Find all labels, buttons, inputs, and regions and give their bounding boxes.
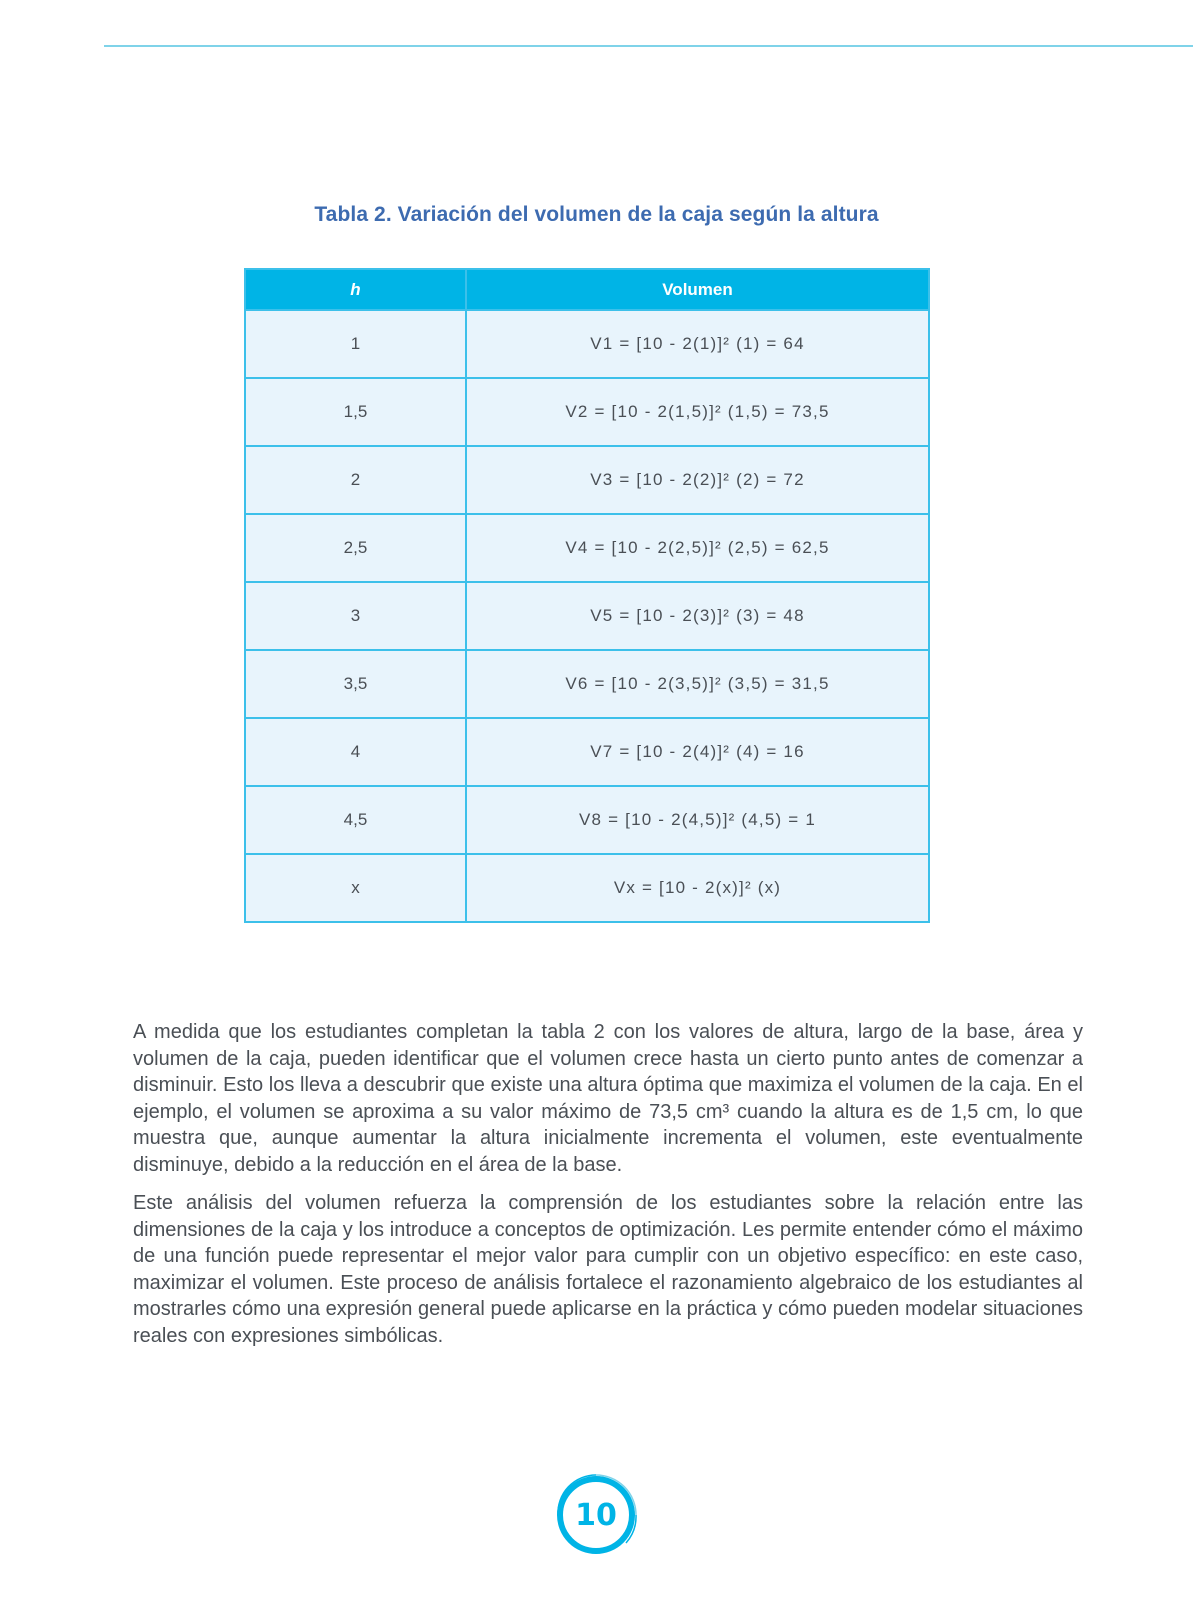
cell-h: 4 — [245, 718, 466, 786]
table-row — [245, 310, 929, 378]
volume-table — [244, 268, 930, 923]
paragraph: Este análisis del volumen refuerza la comprensión de los estudiantes sobre la relación entre las dimensiones de la caja y los introduce a conceptos de optimización. Les permite entender cómo el máximo de una función puede representar el mejor valor para cumplir con un objetivo específico: en este caso, maximizar el volumen. Este proceso de análisis fortalece el razonamiento algebraico de los estudiantes al mostrarles cómo una expresión general puede aplicarse en la práctica y cómo pueden modelar situaciones reales con expresiones simbólicas. — [133, 1192, 1083, 1347]
cell-h: 1,5 — [245, 378, 466, 446]
table-row — [245, 718, 929, 786]
table-header-row — [245, 269, 929, 310]
cell-h: 4,5 — [245, 786, 466, 854]
table-row — [245, 378, 929, 446]
cell-volume: V6 = [10 - 2(3,5)]² (3,5) = 31,5 — [466, 650, 929, 718]
cell-h: 2 — [245, 446, 466, 514]
body-text — [133, 1019, 1083, 1361]
table-row — [245, 650, 929, 718]
table-row — [245, 582, 929, 650]
column-header-volumen: Volumen — [466, 269, 929, 310]
cell-volume: V3 = [10 - 2(2)]² (2) = 72 — [466, 446, 929, 514]
table-caption: Tabla 2. Variación del volumen de la caja según la altura — [314, 203, 879, 226]
cell-volume: V8 = [10 - 2(4,5)]² (4,5) = 1 — [466, 786, 929, 854]
cell-volume: V4 = [10 - 2(2,5)]² (2,5) = 62,5 — [466, 514, 929, 582]
cell-volume: Vx = [10 - 2(x)]² (x) — [466, 854, 929, 922]
cell-h: 1 — [245, 310, 466, 378]
top-rule — [104, 45, 1193, 47]
cell-volume: V1 = [10 - 2(1)]² (1) = 64 — [466, 310, 929, 378]
cell-h: 3,5 — [245, 650, 466, 718]
column-header-h: h — [245, 269, 466, 310]
page-number: 10 — [575, 1497, 617, 1533]
table-row — [245, 854, 929, 922]
table-row — [245, 446, 929, 514]
cell-volume: V7 = [10 - 2(4)]² (4) = 16 — [466, 718, 929, 786]
cell-volume: V5 = [10 - 2(3)]² (3) = 48 — [466, 582, 929, 650]
paragraph: A medida que los estudiantes completan la tabla 2 con los valores de altura, largo de la base, área y volumen de la caja, pueden identificar que el volumen crece hasta un cierto punto antes de comenzar a disminuir. Esto los lleva a descubrir que existe una altura óptima que maximiza el volumen de la caja. En el ejemplo, el volumen se aproxima a su valor máximo de 73,5 cm³ cuando la altura es de 1,5 cm, lo que muestra que, aunque aumentar la altura inicialmente incrementa el volumen, este eventualmente disminuye, debido a la reducción en el área de la base. — [133, 1021, 1083, 1176]
cell-h: 3 — [245, 582, 466, 650]
cell-h: x — [245, 854, 466, 922]
cell-volume: V2 = [10 - 2(1,5)]² (1,5) = 73,5 — [466, 378, 929, 446]
table-row — [245, 514, 929, 582]
table-row — [245, 786, 929, 854]
cell-h: 2,5 — [245, 514, 466, 582]
